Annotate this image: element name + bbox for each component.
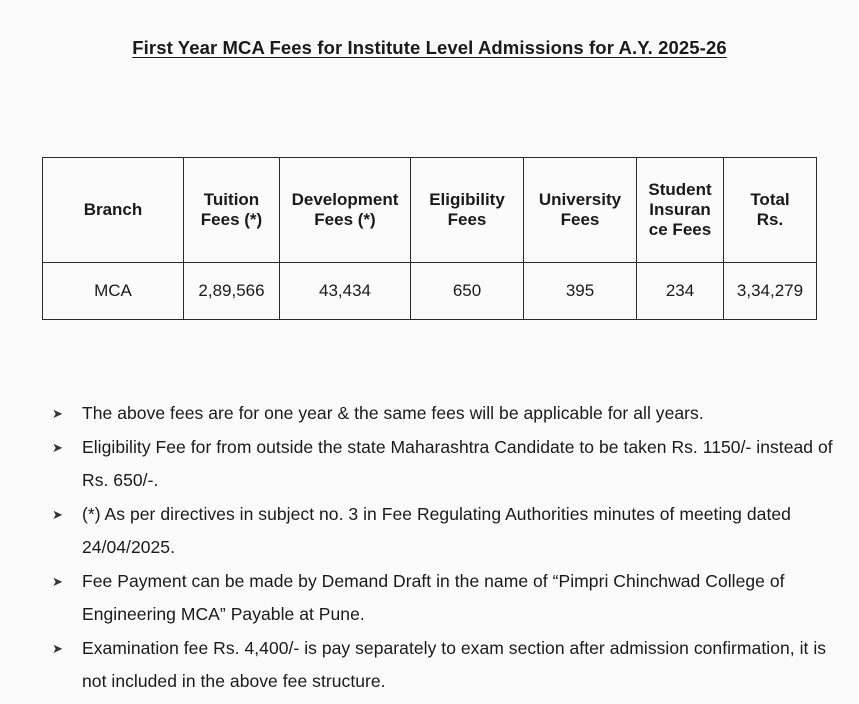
page-title: First Year MCA Fees for Institute Level Admissions for A.Y. 2025-26: [132, 37, 727, 58]
header-university-fees: University Fees: [524, 158, 637, 263]
header-student-insurance-fees: Student Insuran ce Fees: [637, 158, 724, 263]
fees-table: [42, 157, 817, 320]
cell-student-insurance-fees: 234: [637, 263, 724, 320]
header-eligibility-fees: Eligibility Fees: [411, 158, 524, 263]
list-item: [52, 431, 852, 498]
header-branch: Branch: [43, 158, 184, 263]
note-text: The above fees are for one year & the same fees will be applicable for all years.: [82, 403, 704, 423]
header-total: Total Rs.: [724, 158, 817, 263]
note-text: Examination fee Rs. 4,400/- is pay separately to exam section after admission confirmation, it is not included in the above fee structure.: [82, 637, 827, 691]
list-item: [52, 397, 852, 431]
note-text: Eligibility Fee for from outside the state Maharashtra Candidate to be taken Rs. 1150/- instead of Rs. 650/-.: [82, 436, 833, 490]
table-row: [43, 263, 817, 320]
list-item: [52, 632, 852, 699]
arrowhead-bullet-icon: ➤: [52, 439, 63, 455]
note-text: (*) As per directives in subject no. 3 in Fee Regulating Authorities minutes of meeting dated 24/04/2025.: [82, 503, 791, 557]
cell-total: 3,34,279: [724, 263, 817, 320]
header-development-fees: Development Fees (*): [280, 158, 411, 263]
cell-eligibility-fees: 650: [411, 263, 524, 320]
cell-development-fees: 43,434: [280, 263, 411, 320]
notes-list: [52, 397, 852, 699]
list-item: [52, 498, 852, 565]
list-item: [52, 565, 852, 632]
cell-branch: MCA: [43, 263, 184, 320]
cell-tuition-fees: 2,89,566: [184, 263, 280, 320]
arrowhead-bullet-icon: ➤: [52, 640, 63, 656]
table-header-row: [43, 158, 817, 263]
arrowhead-bullet-icon: ➤: [52, 573, 63, 589]
cell-university-fees: 395: [524, 263, 637, 320]
header-tuition-fees: Tuition Fees (*): [184, 158, 280, 263]
note-text: Fee Payment can be made by Demand Draft in the name of “Pimpri Chinchwad College of Engineering MCA” Payable at Pune.: [82, 570, 785, 624]
arrowhead-bullet-icon: ➤: [52, 406, 63, 421]
arrowhead-bullet-icon: ➤: [52, 506, 63, 522]
